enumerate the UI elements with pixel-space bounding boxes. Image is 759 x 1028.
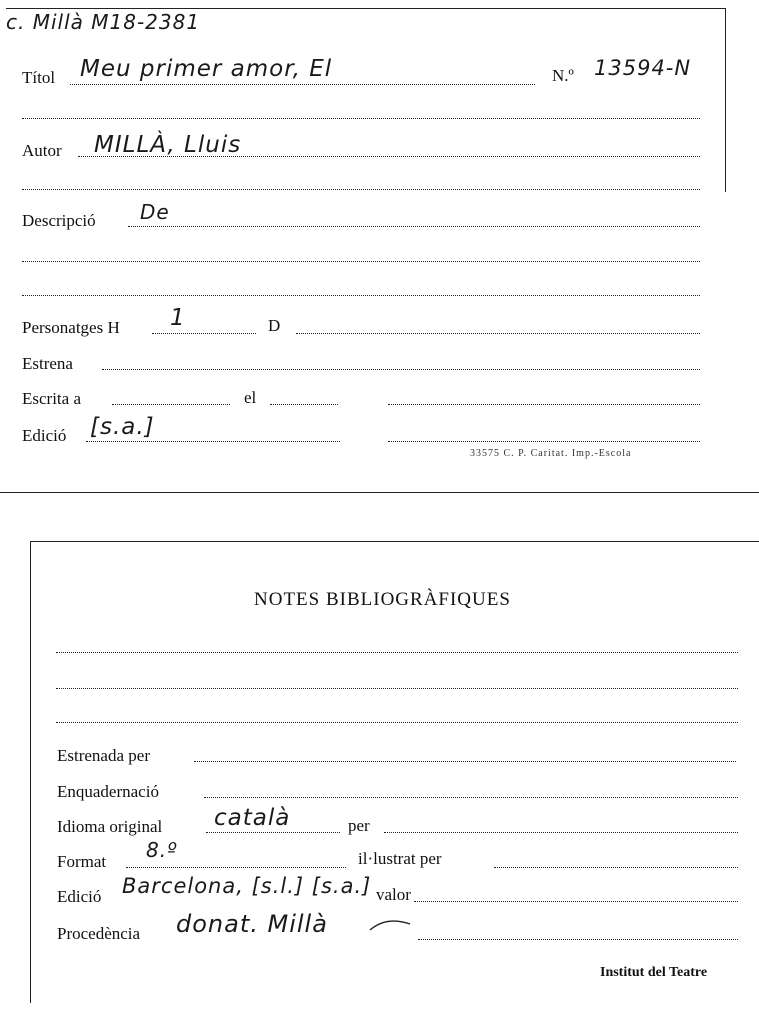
procedencia-line <box>418 939 738 940</box>
notes-line-2 <box>56 688 738 689</box>
procedencia-label: Procedència <box>57 924 141 943</box>
escrita-right-line <box>388 404 700 405</box>
edicio-label: Edició <box>22 426 67 445</box>
notes-line-1 <box>56 652 738 653</box>
idioma-original-value: català <box>214 805 291 831</box>
bottom-card-top-border <box>30 541 759 542</box>
procedencia-value: donat. Millà <box>176 910 328 938</box>
numero-label: N.º <box>552 66 574 85</box>
format-value: 8.º <box>146 838 178 862</box>
autor-value: MILLÀ, Lluis <box>94 132 242 158</box>
autor-continuation-line <box>22 189 700 190</box>
titol-line <box>70 84 535 85</box>
titol-label: Títol <box>22 68 56 87</box>
escrita-el-label: el <box>244 388 257 407</box>
corner-catalog-note: c. Millà M18-2381 <box>6 10 201 34</box>
illustrat-per-line <box>494 867 738 868</box>
numero-value: 13594-N <box>594 56 692 80</box>
edicio-right-line <box>388 441 700 442</box>
estrena-label: Estrena <box>22 354 73 373</box>
autor-label: Autor <box>22 141 62 160</box>
descripcio-line <box>128 226 700 227</box>
top-card-right-border <box>725 8 726 192</box>
card-separator <box>0 492 759 493</box>
institution-name: Institut del Teatre <box>600 965 708 980</box>
personatges-h-value: 1 <box>170 305 186 331</box>
edicio-bottom-label: Edició <box>57 887 102 906</box>
enquadernacio-line <box>204 797 738 798</box>
format-line <box>126 867 346 868</box>
titol-continuation-line <box>22 118 700 119</box>
escrita-line <box>112 404 230 405</box>
edicio-line <box>86 441 340 442</box>
titol-value: Meu primer amor, El <box>80 56 333 82</box>
escrita-el-line <box>270 404 338 405</box>
enquadernacio-label: Enquadernació <box>57 782 159 801</box>
notes-bibliografiques-title: NOTES BIBLIOGRÀFIQUES <box>254 589 511 610</box>
edicio-bottom-value: Barcelona, [s.l.] [s.a.] <box>122 874 372 898</box>
descripcio-continuation-line-1 <box>22 261 700 262</box>
idioma-per-line <box>384 832 738 833</box>
descripcio-label: Descripció <box>22 211 96 230</box>
hand-drawn-stroke <box>368 914 414 934</box>
idioma-per-label: per <box>348 816 370 835</box>
estrenada-per-label: Estrenada per <box>57 746 150 765</box>
printer-mark: 33575 C. P. Caritat. Imp.-Escola <box>470 448 632 459</box>
valor-label: valor <box>376 885 411 904</box>
personatges-label: Personatges H <box>22 318 120 337</box>
idioma-original-label: Idioma original <box>57 817 163 836</box>
personatges-d-line <box>296 333 700 334</box>
notes-line-3 <box>56 722 738 723</box>
edicio-value: [s.a.] <box>90 414 155 440</box>
descripcio-continuation-line-2 <box>22 295 700 296</box>
estrenada-per-line <box>194 761 736 762</box>
bottom-card-left-border <box>30 541 31 1003</box>
escrita-label: Escrita a <box>22 389 81 408</box>
valor-line <box>414 901 738 902</box>
estrena-line <box>102 369 700 370</box>
idioma-original-line <box>206 832 340 833</box>
illustrat-per-label: il·lustrat per <box>358 849 442 868</box>
descripcio-value: De <box>140 200 170 224</box>
personatges-d-label: D <box>268 316 281 335</box>
top-card-top-border <box>6 8 726 9</box>
personatges-h-line <box>152 333 256 334</box>
format-label: Format <box>57 852 107 871</box>
